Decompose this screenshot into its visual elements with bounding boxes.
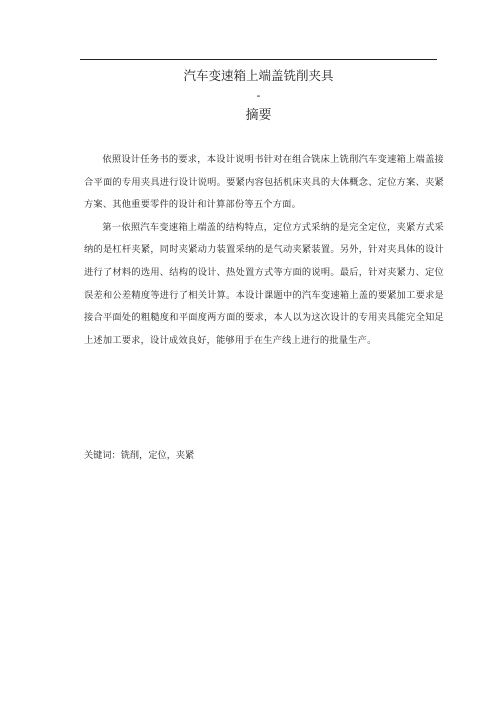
keywords-label: 关键词： — [84, 450, 121, 461]
abstract-body — [84, 149, 444, 352]
keyword-item: 夹紧 — [175, 450, 195, 461]
document-title: 汽车变速箱上端盖铣削夹具 — [183, 68, 334, 83]
keywords-line — [84, 449, 444, 463]
title-dash: - — [256, 89, 261, 102]
abstract-paragraph-2: 第一依照汽车变速箱上端盖的结构特点，定位方式采纳的是完全定位，夹紧方式采纳的是杠杆夹紧，同时夹紧动力装置采纳的是气动夹紧装置。另外，针对夹具体的设计进行了材料的选用、结构的设计、热处置方式等方面的说明。最后，针对夹紧力、定位误差和公差精度等进行了相关计算。本设计课题中的汽车变速箱上盖的要紧加工要求是接合平面处的粗糙度和平面度两方面的要求，本人以为这次设计的专用夹具能完全知足上述加工要求，设计成效良好，能够用于在生产线上进行的批量生产。 — [84, 221, 444, 346]
abstract-paragraph-1: 依照设计任务书的要求，本设计说明书针对在组合铣床上铣削汽车变速箱上端盖接合平面的专用夹具进行设计说明。要紧内容包括机床夹具的大体概念、定位方案、夹紧方案、其他重要零件的设计和计算部份等五个方面。 — [84, 154, 444, 211]
keyword-item: 铣削 — [120, 450, 140, 461]
keyword-item: 定位 — [148, 450, 167, 461]
header-rule — [80, 59, 437, 60]
keyword-separator: ， — [166, 450, 176, 461]
abstract-heading: 摘要 — [245, 108, 272, 123]
keyword-separator: ， — [139, 450, 149, 461]
